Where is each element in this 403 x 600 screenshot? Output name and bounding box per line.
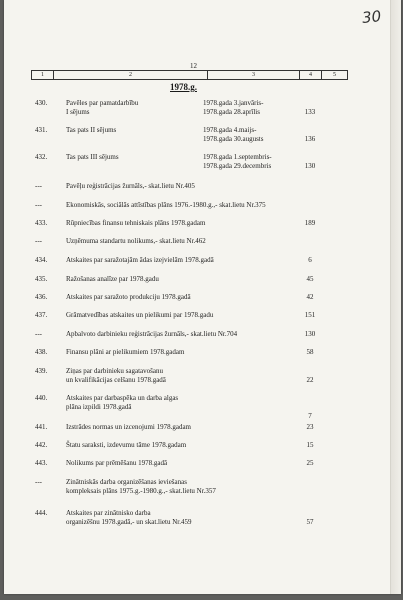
item-description: Atskaites par saražotajām ādas izejvielām 1978.gadā [66,256,214,264]
column-number: 1 [32,71,54,80]
sheet-edge [390,0,401,594]
item-number: --- [35,201,42,209]
item-number: 444. [35,509,48,517]
item-number: 438. [35,348,48,356]
item-number: 437. [35,311,48,319]
item-pages: 189 [304,219,316,227]
sheet-number: 12 [190,62,197,70]
item-pages: 7 [308,412,312,420]
item-number: 431. [35,126,48,134]
item-dates: 1978.gada 1.septembris- 1978.gada 29.decembris [203,153,272,170]
item-pages: 23 [306,423,314,431]
column-number: 4 [300,71,322,80]
item-number: 432. [35,153,48,161]
item-description: Finansu plāni ar pielikumiem 1978.gadam [66,348,185,356]
column-number: 5 [322,71,348,80]
handwritten-page-number: 30 [361,7,382,27]
item-description: Rūpniecības finansu tehniskais plāns 1978.gadam [66,219,206,227]
year-heading: 1978.g. [170,82,197,92]
item-description: Pavēļu reģistrācijas žurnāls,- skat.lietu Nr.405 [66,182,195,190]
item-pages: 15 [306,441,314,449]
item-description: Zinātniskās darba organizēšanas ieviešanas kompleksais plāns 1975.g.-1980.g.,- skat.lietu Nr.357 [66,478,216,495]
item-number: 439. [35,367,48,375]
item-number: 442. [35,441,48,449]
item-description: Atskaites par darbaspēka un darba algas plāna izpildi 1978.gadā [66,394,179,411]
item-number: 430. [35,99,48,107]
item-pages: 130 [304,330,316,338]
item-description: Tas pats III sējums [66,153,119,161]
item-number: --- [35,478,42,486]
item-description: Pavēles par pamatdarbību I sējums [66,99,139,116]
item-pages: 45 [306,275,314,283]
item-description: Ekonomiskās, sociālās attīstības plāns 1976.-1980.g.,- skat.lietu Nr.375 [66,201,266,209]
column-number: 3 [208,71,300,80]
item-description: Apbalvoto darbinieku reģistrācijas žurnāls,- skat.lietu Nr.704 [66,330,238,338]
item-description: Tas pats II sējums [66,126,117,134]
item-number: 443. [35,459,48,467]
item-pages: 22 [306,376,314,384]
item-number: 435. [35,275,48,283]
item-pages: 6 [308,256,312,264]
item-description: Grāmatvedības atskaites un pielikumi par 1978.gadu [66,311,214,319]
item-number: --- [35,237,42,245]
item-pages: 57 [306,518,314,526]
item-pages: 151 [304,311,316,319]
item-number: 441. [35,423,48,431]
item-number: --- [35,182,42,190]
item-pages: 133 [304,108,316,116]
item-number: 434. [35,256,48,264]
item-dates: 1978.gada 4.maijs- 1978.gada 30.augusts [203,126,264,143]
item-pages: 136 [304,135,316,143]
item-pages: 25 [306,459,314,467]
item-description: Nolikums par prēmēšanu 1978.gadā [66,459,168,467]
item-description: Izstrādes normas un izcenojumi 1978.gadam [66,423,191,431]
item-pages: 42 [306,293,314,301]
item-description: Ziņas par darbinieku sagatavošanu un kvalifikācijas celšanu 1978.gadā [66,367,166,384]
item-number: 436. [35,293,48,301]
item-number: 440. [35,394,48,402]
item-description: Uzņēmuma standartu nolikums,- skat.lietu Nr.462 [66,237,206,245]
item-description: Ražošanas analīze par 1978.gadu [66,275,159,283]
item-pages: 130 [304,162,316,170]
item-number: 433. [35,219,48,227]
archive-page [4,0,401,594]
column-number: 2 [54,71,208,80]
item-description: Atskaites par zinātnisko darba organizēšnu 1978.gadā,- un skat.lietu Nr.459 [66,509,192,526]
item-dates: 1978.gada 3.janvāris- 1978.gada 28.aprīlis [203,99,264,116]
item-description: Štatu saraksti, izdevumu tāme 1978.gadam [66,441,187,449]
item-number: --- [35,330,42,338]
item-pages: 58 [306,348,314,356]
item-description: Atskaites par saražoto produkciju 1978.gadā [66,293,191,301]
column-header-table [31,70,348,80]
